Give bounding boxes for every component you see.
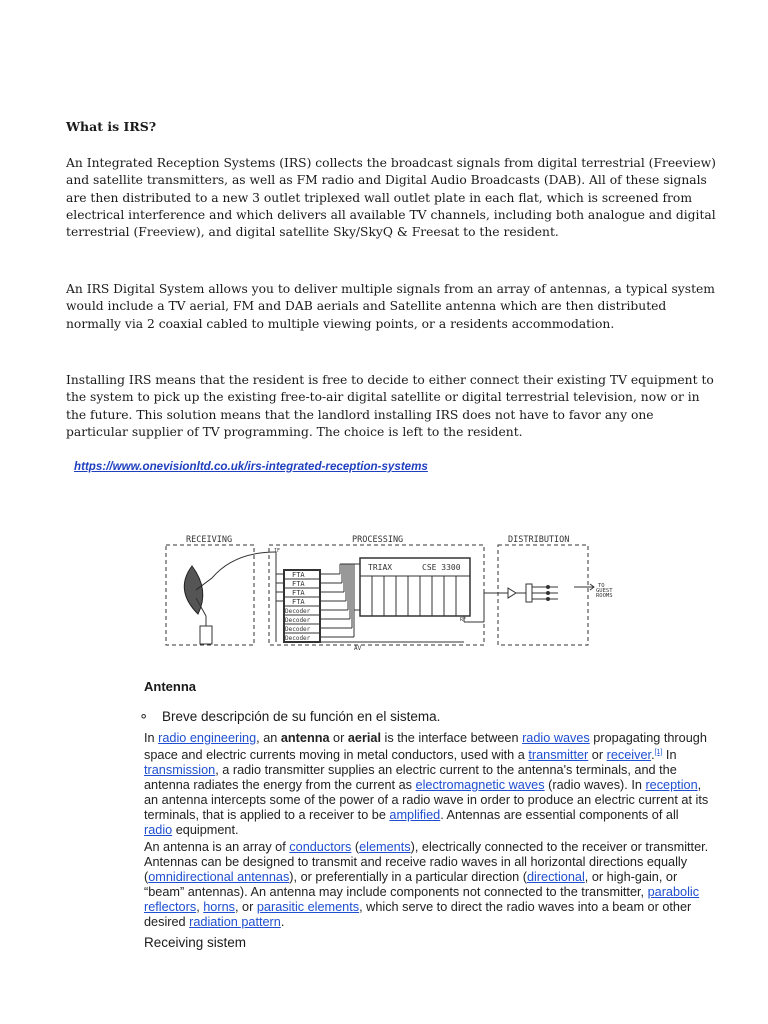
link-conductors[interactable]: conductors [289, 840, 352, 854]
antenna-heading: Antenna [144, 679, 196, 694]
fta-label-3: FTA [292, 589, 305, 597]
section-heading: What is IRS? [66, 119, 157, 134]
link-radiation-pattern[interactable]: radiation pattern [189, 914, 281, 929]
link-transmitter[interactable]: transmitter [528, 748, 589, 763]
source-link[interactable]: https://www.onevisionltd.co.uk/irs-integrated-reception-systems [74, 460, 428, 473]
link-receiver[interactable]: receiver [606, 748, 652, 763]
decoder-label-2: Decoder [285, 617, 311, 624]
to-label: TO [598, 583, 605, 589]
decoder-label-1: Decoder [285, 608, 311, 615]
link-electromagnetic-waves[interactable]: electromagnetic waves [415, 777, 545, 792]
link-parabolic-reflectors[interactable]: parabolic reflectors [144, 884, 700, 914]
receiving-section-box [166, 545, 254, 645]
antenna-definition-paragraph: In radio engineering, an antenna or aerial is the interface between radio waves propagating through space and electric currents moving in metal conductors, used with a transmitter or receiver.[1] In transmission, a radio transmitter supplies an electric current to the antenna's terminals, and the antenna radiates the energy from the current as electromagnetic waves (radio waves). In reception, an antenna intercepts some of the power of a radio wave in order to produce an electric current at its terminals, that is applied to a receiver to be amplified. Antennas are essential components of all radio equipment. [144, 731, 709, 837]
citation-link[interactable]: [1] [654, 748, 663, 756]
paragraph-installing-irs: Installing IRS means that the resident is free to decide to either connect their existing TV equipment to the system to pick up the existing free-to-air digital satellite or digital terrestrial television, now or in the future. This solution means that the landlord installing IRS does not have to favor any one particular supplier of TV programming. The choice is left to the resident. [66, 373, 714, 439]
link-radio[interactable]: radio [144, 822, 173, 837]
link-radio-waves[interactable]: radio waves [522, 731, 590, 745]
bullet-icon: ⚬ [138, 709, 150, 724]
irs-block-diagram [164, 530, 624, 652]
satellite-dish-icon [184, 552, 276, 644]
fta-label-2: FTA [292, 580, 305, 588]
distribution-amplifier-icon [498, 584, 594, 602]
processing-label: PROCESSING [352, 535, 404, 545]
if-label: IF [274, 548, 281, 554]
decoder-label-3: Decoder [285, 626, 311, 633]
bullet-text: Breve descripción de su función en el sistema. [162, 709, 441, 724]
receiving-label: RECEIVING [186, 535, 233, 545]
link-directional[interactable]: directional [526, 869, 585, 884]
link-radio-engineering[interactable]: radio engineering [158, 731, 257, 745]
link-omnidirectional-antennas[interactable]: omnidirectional antennas [148, 869, 290, 884]
link-transmission[interactable]: transmission [144, 763, 216, 778]
antenna-array-paragraph: An antenna is an array of conductors (elements), electrically connected to the receiver or transmitter. Antennas can be designed to transmit and receive radio waves in all horizontal directions equally (omnidirectional antennas), or preferentially in a particular direction (directional, or high-gain, or “beam” antennas). An antenna may include components not connected to the transmitter, parabolic reflectors, horns, or parasitic elements, which serve to direct the radio waves into a beam or other desired radiation pattern. [144, 840, 709, 929]
link-amplified[interactable]: amplified [389, 807, 441, 822]
rooms-label: ROOMS [596, 593, 613, 599]
paragraph-irs-digital-system: An IRS Digital System allows you to deliver multiple signals from an array of antennas, a typical system would include a TV aerial, FM and DAB aerials and Satellite antenna which are then distributed normally via 2 coaxial cabled to multiple viewing points, or a residents accommodation. [66, 282, 715, 331]
paragraph-irs-intro: An Integrated Reception Systems (IRS) collects the broadcast signals from digital terrestrial (Freeview) and satellite transmitters, as well as FM radio and Digital Audio Broadcasts (DAB). All of these signals are then distributed to a new 3 outlet triplexed wall outlet plate in each flat, which is screened from electrical interference and which delivers all available TV channels, including both analogue and digital terrestrial (Freeview), and digital satellite Sky/SkyQ & Freesat to the resident. [66, 156, 716, 240]
rf-label: RF [460, 617, 467, 623]
link-horns[interactable]: horns [203, 899, 235, 914]
cse-3300-label: CSE 3300 [422, 563, 461, 572]
fta-label-4: FTA [292, 598, 305, 606]
link-elements[interactable]: elements [359, 840, 411, 854]
fta-label-1: FTA [292, 571, 305, 579]
link-parasitic-elements[interactable]: parasitic elements [256, 899, 360, 914]
distribution-label: DISTRIBUTION [508, 535, 570, 545]
guest-label: GUEST [596, 588, 613, 594]
triax-label: TRIAX [368, 563, 393, 572]
decoder-label-4: Decoder [285, 635, 311, 642]
av-label: AV [354, 645, 362, 652]
receiving-system-heading: Receiving sistem [144, 935, 247, 950]
link-reception[interactable]: reception [645, 777, 698, 792]
bullet-item [138, 709, 440, 725]
